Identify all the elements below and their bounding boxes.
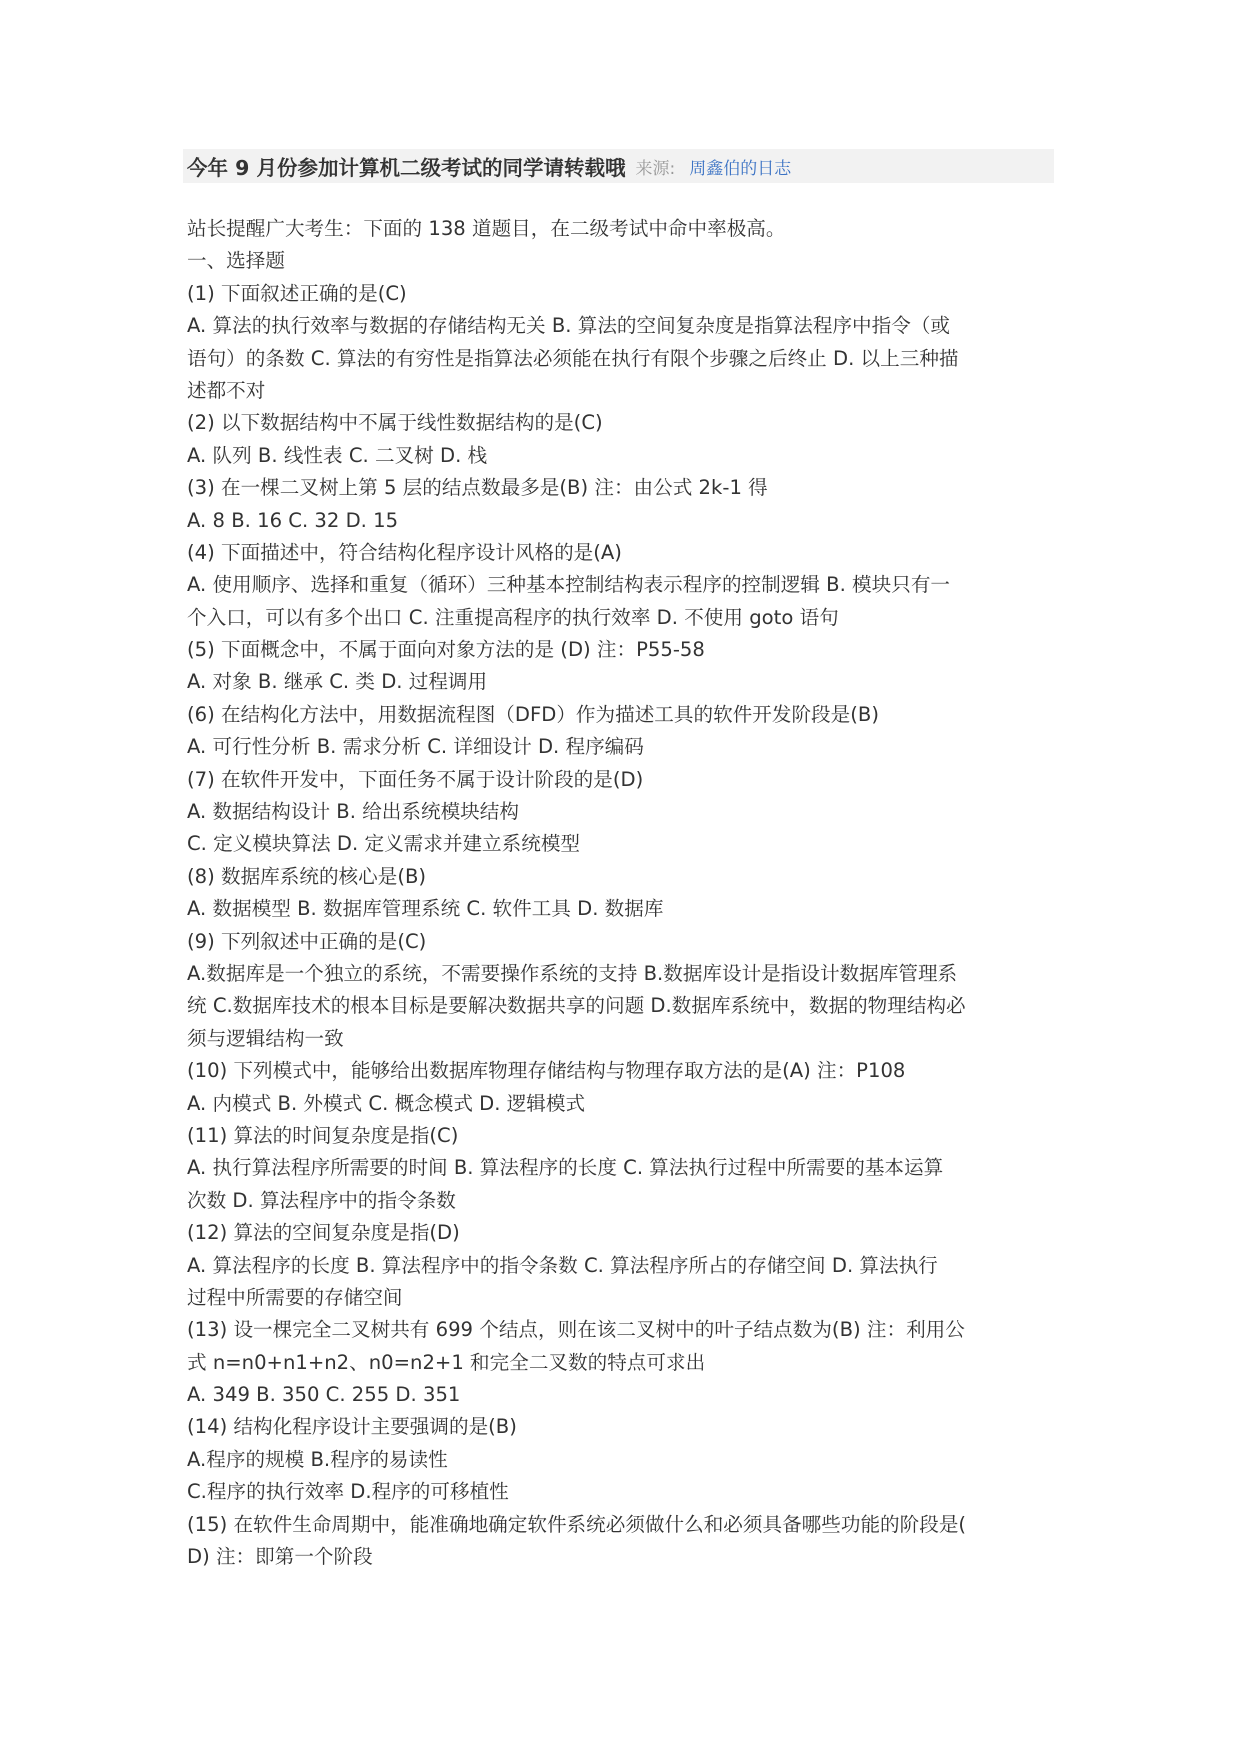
options-9: 须与逻辑结构一致 xyxy=(187,1026,344,1050)
source-link[interactable]: 周鑫伯的日志 xyxy=(689,158,792,179)
question-9: (9) 下列叙述中正确的是(C) xyxy=(187,929,427,953)
options-4: A. 使用顺序、选择和重复（循环）三种基本控制结构表示程序的控制逻辑 B. 模块只有一 xyxy=(187,573,951,597)
question-5: (5) 下面概念中，不属于面向对象方法的是 (D) 注：P55-58 xyxy=(187,638,705,662)
options-12: 过程中所需要的存储空间 xyxy=(187,1285,403,1309)
options-11: 次数 D. 算法程序中的指令条数 xyxy=(187,1188,456,1212)
options-8: A. 数据模型 B. 数据库管理系统 C. 软件工具 D. 数据库 xyxy=(187,897,664,921)
intro-line: 站长提醒广大考生：下面的 138 道题目，在二级考试中命中率极高。 xyxy=(187,217,786,240)
question-4: (4) 下面描述中，符合结构化程序设计风格的是(A) xyxy=(187,540,622,564)
question-13: 式 n=n0+n1+n2、n0=n2+1 和完全二叉数的特点可求出 xyxy=(187,1350,706,1374)
options-14: A.程序的规模 B.程序的易读性 xyxy=(187,1447,448,1471)
options-11: A. 执行算法程序所需要的时间 B. 算法程序的长度 C. 算法执行过程中所需要的基本运算 xyxy=(187,1156,944,1180)
options-6: A. 可行性分析 B. 需求分析 C. 详细设计 D. 程序编码 xyxy=(187,735,644,759)
options-14: C.程序的执行效率 D.程序的可移植性 xyxy=(187,1480,509,1504)
options-10: A. 内模式 B. 外模式 C. 概念模式 D. 逻辑模式 xyxy=(187,1091,586,1115)
question-1: (1) 下面叙述正确的是(C) xyxy=(187,281,407,305)
source-label: 来源: xyxy=(635,158,676,179)
question-8: (8) 数据库系统的核心是(B) xyxy=(187,864,427,888)
options-3: A. 8 B. 16 C. 32 D. 15 xyxy=(187,508,399,532)
question-7: (7) 在软件开发中，下面任务不属于设计阶段的是(D) xyxy=(187,767,644,791)
post-header xyxy=(183,149,1054,183)
options-12: A. 算法程序的长度 B. 算法程序中的指令条数 C. 算法程序所占的存储空间 D. 算法执行 xyxy=(187,1253,938,1277)
options-9: 统 C.数据库技术的根本目标是要解决数据共享的问题 D.数据库系统中，数据的物理结构必 xyxy=(187,994,966,1018)
question-13: (13) 设一棵完全二叉树共有 699 个结点，则在该二叉树中的叶子结点数为(B) 注：利用公 xyxy=(187,1318,965,1342)
question-2: (2) 以下数据结构中不属于线性数据结构的是(C) xyxy=(187,411,603,435)
options-1: 述都不对 xyxy=(187,378,266,402)
options-5: A. 对象 B. 继承 C. 类 D. 过程调用 xyxy=(187,670,488,694)
options-4: 个入口，可以有多个出口 C. 注重提高程序的执行效率 D. 不使用 goto 语句 xyxy=(187,605,839,629)
options-9: A.数据库是一个独立的系统，不需要操作系统的支持 B.数据库设计是指设计数据库管理系 xyxy=(187,961,958,985)
section-heading: 一、选择题 xyxy=(187,249,285,273)
options-7: A. 数据结构设计 B. 给出系统模块结构 xyxy=(187,800,519,824)
question-15: (15) 在软件生命周期中，能准确地确定软件系统必须做什么和必须具备哪些功能的阶段是( xyxy=(187,1512,967,1536)
question-12: (12) 算法的空间复杂度是指(D) xyxy=(187,1221,460,1245)
options-1: 语句）的条数 C. 算法的有穷性是指算法必须能在执行有限个步骤之后终止 D. 以上三种描 xyxy=(187,346,959,370)
question-11: (11) 算法的时间复杂度是指(C) xyxy=(187,1123,459,1147)
post-title: 今年 9 月份参加计算机二级考试的同学请转载哦 xyxy=(187,156,626,180)
options-2: A. 队列 B. 线性表 C. 二叉树 D. 栈 xyxy=(187,443,488,467)
options-7: C. 定义模块算法 D. 定义需求并建立系统模型 xyxy=(187,832,581,856)
article-body xyxy=(187,213,1057,1573)
question-14: (14) 结构化程序设计主要强调的是(B) xyxy=(187,1415,517,1439)
question-10: (10) 下列模式中，能够给出数据库物理存储结构与物理存取方法的是(A) 注：P108 xyxy=(187,1059,906,1083)
options-1: A. 算法的执行效率与数据的存储结构无关 B. 算法的空间复杂度是指算法程序中指令（或 xyxy=(187,314,951,338)
options-13: A. 349 B. 350 C. 255 D. 351 xyxy=(187,1383,461,1407)
question-15: D) 注：即第一个阶段 xyxy=(187,1545,373,1569)
question-3: (3) 在一棵二叉树上第 5 层的结点数最多是(B) 注：由公式 2k-1 得 xyxy=(187,476,768,500)
question-6: (6) 在结构化方法中，用数据流程图（DFD）作为描述工具的软件开发阶段是(B) xyxy=(187,702,879,726)
